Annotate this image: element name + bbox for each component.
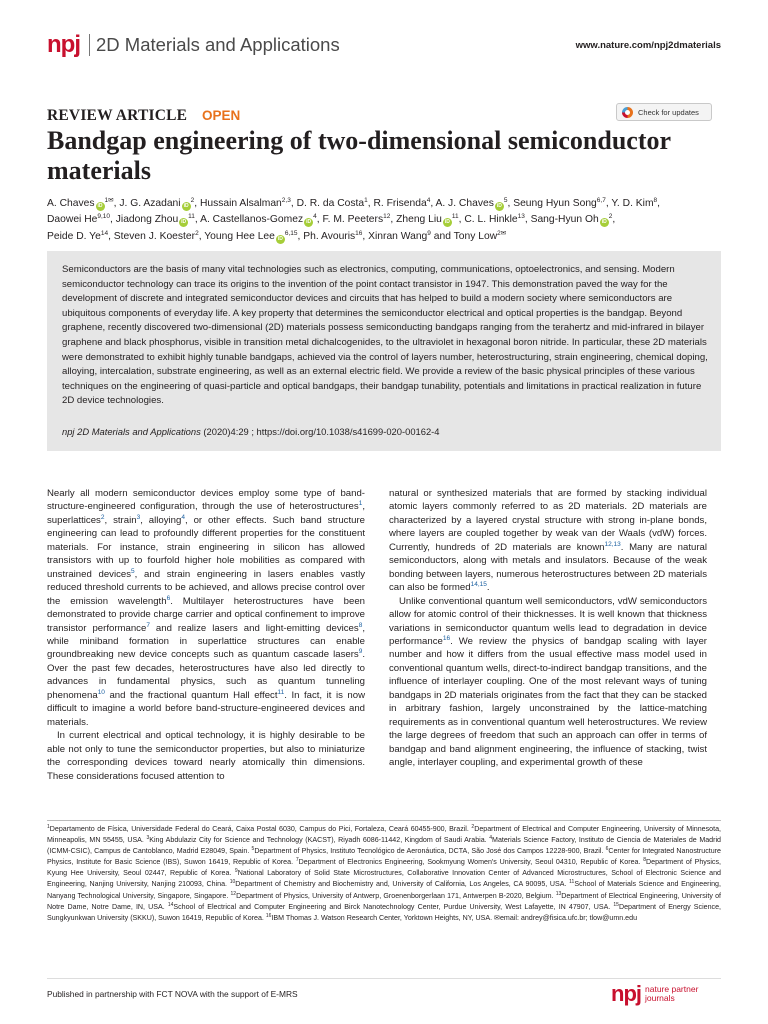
- reference-citation[interactable]: 5: [131, 567, 135, 575]
- journal-header: [47, 30, 721, 62]
- author-name[interactable]: A. Castellanos-Gomez: [200, 214, 304, 226]
- orcid-icon[interactable]: iD: [181, 219, 187, 226]
- author-name[interactable]: Y. D. Kim: [611, 198, 654, 209]
- author-affiliation-ref: 12: [383, 213, 391, 221]
- reference-citation[interactable]: 9: [358, 648, 363, 656]
- reference-citation[interactable]: 8: [358, 621, 363, 629]
- nature-partner-journals-logo[interactable]: [611, 983, 698, 1005]
- reference-citation[interactable]: 6: [166, 594, 171, 602]
- affiliation-number: 15: [613, 901, 619, 908]
- author-affiliation-ref: 2: [497, 229, 501, 237]
- author-name[interactable]: A. J. Chaves: [435, 198, 494, 209]
- body-column-right: [389, 487, 707, 770]
- body-paragraph: In current electrical and optical technology, it is highly desirable to be able not only to tune the semiconductor properties, but also to miniaturize the corresponding devices toward nearly atomically thin dimensions. These considerations focused attention to: [47, 730, 365, 782]
- affiliation-number: 8: [643, 857, 647, 864]
- crossmark-icon: [622, 107, 633, 118]
- author-name[interactable]: Ph. Avouris: [303, 230, 356, 242]
- reference-citation[interactable]: 16: [442, 634, 451, 642]
- author-name[interactable]: C. L. Hinkle: [464, 214, 518, 226]
- author-name[interactable]: Steven J. Koester: [113, 230, 196, 242]
- body-paragraph: natural or synthesized materials that are formed by stacking individual atomic layers commonly referred to as 2D materials. 2D materials are characterized by a layered crystal structure with strong in-plane bonds, where layers are coupled together by weak van der Waals (vdW) forces. Currently, hundreds of 2D materials are known$^{12,13}$. Many are natural semiconductors, along with metals and insulators. Because of the weak bonding between layers, numerous heterostructures between 2D materials can also be formed$^{14,15}$.: [389, 488, 707, 594]
- author-affiliation-ref: 16: [355, 229, 363, 237]
- author-name[interactable]: Sang-Hyun Oh: [530, 214, 599, 226]
- author-affiliation-ref: 11: [188, 213, 195, 221]
- affiliation-number: 11: [569, 879, 575, 886]
- reference-citation[interactable]: 14,15: [470, 581, 487, 589]
- reference-citation[interactable]: 12,13: [604, 540, 621, 548]
- author-affiliation-ref: 9: [427, 229, 431, 237]
- affiliation-number: 3: [146, 835, 150, 842]
- author-affiliation-ref: 14: [100, 229, 109, 237]
- author-name[interactable]: R. Frisenda: [373, 198, 427, 209]
- reference-citation[interactable]: 1: [358, 500, 363, 508]
- author-affiliation-ref: 2,3: [281, 197, 291, 204]
- affiliation-number: 9: [234, 868, 238, 875]
- title-line-1: Bandgap engineering of two-dimensional semiconductor: [47, 126, 672, 155]
- author-affiliation-ref: 13: [517, 213, 525, 221]
- author-name[interactable]: Jiadong Zhou: [115, 214, 179, 226]
- orcid-icon[interactable]: iD: [496, 203, 502, 209]
- citation-journal: npj 2D Materials and Applications: [62, 426, 201, 437]
- citation-line: [62, 426, 440, 437]
- orcid-icon[interactable]: iD: [97, 203, 103, 209]
- email-icon[interactable]: ✉: [108, 197, 114, 204]
- email-icon[interactable]: ✉: [500, 229, 507, 237]
- reference-citation[interactable]: 2: [100, 513, 105, 521]
- abstract-text: Semiconductors are the basis of many vital technologies such as electronics, computing, communications, optoelectronics, and sensing. Modern semiconductor technology can trace its origins to the invention of the point contact transistor in 1947. This demonstration paved the way for the development of discrete and integrated semiconductor devices and circuits that has helped to build a modern society where semiconductors are ubiquitous components of everyday life. A key property that determines the semiconductor electrical and optical properties is the bandgap. Beyond graphene, recently discovered two-dimensional (2D) materials possess semiconducting bandgaps ranging from the terahertz and mid-infrared in bilayer graphene and black phosphorus, visible in transition metal dichalcogenides, to the ultraviolet in hexagonal boron nitride. In particular, these 2D materials were demonstrated to exhibit highly tunable bandgaps, achieved via the control of layers number, heterostructuring, strain engineering, chemical doping, alloying, intercalation, substrate engineering, as well as an external electric field. We provide a review of the basic physical principles of these various techniques on the engineering of quasi-particle and optical bandgaps, their bandgap tunability, potentials and limitations in practical realization in future 2D device technologies.: [62, 264, 708, 407]
- affiliations-block: $^1$Departamento de Física, Universidade Federal do Ceará, Caixa Postal 6030, Campus do Pici, Fortaleza, Ceará 60455-900, Brazil. $^2$Department of Electrical and Computer Engineering, University of Minnesota, Minneapolis, MN 55455, USA. $^3$King Abdulaziz City for Science and Technology (KACST), Riyadh 6086-11442, Kingdom of Saudi Arabia. $^4$Materials Science Factory, Instituto de Ciencia de Materiales de Madrid (ICMM-CSIC), Campus de Cantoblanco, Madrid E28049, Spain. $^5$Department of Physics, Instituto Tecnológico de Aeronáutica, DCTA, São José dos Campos 12228-900, Brazil. $^6$Center for Integrated Nanostructure Physics, Institute for Basic Science (IBS), Suwon 16419, Republic of Korea. $^7$Department of Electronics Engineering, Sookmyung Women's University, Seoul 04310, Republic of Korea. $^8$Department of Physics, Kyung Hee University, Seoul 02447, Republic of Korea. $^9$National Laboratory of Solid State Microstructures, Collaborative Innovation Center of Advanced Microstructures, School of Electronic Science and Engineering, Nanjing University, Nanjing 210093, China. $^{10}$Department of Chemistry and Biochemistry and, University of California, Los Angeles, CA 90095, USA. $^{11}$School of Materials Science and Engineering, Nanyang Technological University, Singapore, Singapore. $^{12}$Department of Physics, University of Antwerp, Groenenborgerlaan 171, Antwerpen B-2020, Belgium. $^{13}$Department of Electrical Engineering, University of Notre Dame, Notre Dame, IN, USA. $^{14}$School of Electrical and Computer Engineering and Birck Nanotechnology Center, Purdue University, West Lafayette, IN 47907, USA. $^{15}$Department of Energy Science, Sungkyunkwan University (SKKU), Suwon 16419, Republic of Korea. $^{16}$IBM Thomas J. Watson Research Center, Yorktown Heights, NY, USA. ✉email: andrey@fisica.ufc.br; tlow@umn.edu: [47, 824, 722, 922]
- author-name[interactable]: J. G. Azadani: [119, 198, 181, 209]
- reference-citation[interactable]: 4: [181, 513, 185, 521]
- author-affiliation-ref: 9,10: [97, 213, 111, 221]
- footer-partnership-text: Published in partnership with FCT NOVA with the support of E-MRS: [47, 989, 298, 999]
- author-name[interactable]: Xinran Wang: [368, 230, 428, 242]
- author-name[interactable]: Zheng Liu: [396, 214, 442, 226]
- title-line-2: materials: [47, 156, 151, 185]
- author-affiliation-ref: 1: [364, 197, 368, 204]
- orcid-icon[interactable]: iD: [306, 219, 312, 226]
- reference-citation[interactable]: 7: [146, 621, 150, 629]
- npj-logo[interactable]: npj: [47, 31, 80, 58]
- footer-npj-logo: npj: [611, 981, 641, 1006]
- orcid-icon[interactable]: iD: [183, 203, 189, 209]
- affiliation-number: 5: [251, 846, 255, 853]
- author-affiliation-ref: 8: [653, 197, 658, 204]
- reference-citation[interactable]: 3: [136, 513, 141, 521]
- article-type-label: REVIEW ARTICLE: [47, 107, 188, 124]
- affiliation-number: 13: [555, 890, 562, 897]
- author-affiliation-ref: 2: [190, 197, 195, 204]
- affiliation-number: 6: [605, 846, 609, 853]
- affiliations-divider: [47, 820, 721, 821]
- orcid-icon[interactable]: iD: [277, 235, 283, 242]
- citation-doi-link[interactable]: (2020)4:29 ; https://doi.org/10.1038/s41699-020-00162-4: [200, 426, 440, 437]
- body-paragraph: Nearly all modern semiconductor devices employ some type of band-structure-engineered configuration, through the use of heterostructures$^1$, superlattices$^2$, strain$^3$, alloying$^4$, or other effects. Such band structure engineering can lead to profoundly different properties for the constituent materials. For instance, strain engineering in silicon has allowed transistors with up to fourfold higher hole mobilities as compared with unstrained devices$^5$, and strain engineering in lasers enables vastly reduced threshold currents to be achieved, and allows precise control over the emission wavelength$^6$. Multilayer heterostructures have been demonstrated to provide charge carrier and optical confinement to improve transistor performance$^7$ and realize lasers and light-emitting devices$^8$, while miniband formation in superlattice structures can enable groundbreaking new device concepts such as quantum cascade lasers$^9$. Over the past few decades, heterostructures have also led directly to advances in fundamental physics, such as quantum tunneling phenomena$^{10}$ and the fractional quantum Hall effect$^{11}$. In fact, it is now difficult to imagine a world before band-structure-engineered devices and materials.: [47, 488, 366, 728]
- header-divider: [89, 34, 90, 56]
- author-name[interactable]: Hussain Alsalman: [199, 198, 282, 209]
- open-access-label: OPEN: [202, 108, 241, 123]
- reference-citation[interactable]: 11: [277, 688, 285, 696]
- body-paragraph: Unlike conventional quantum well semiconductors, vdW semiconductors allow for atomic control of their thicknesses. It is well known that thickness variations in semiconductor quantum wells lead to degradation in device performance$^{16}$. We review the physics of bandgap scaling with layer number and how it differs from the usual effective mass model used in conventional quantum wells, direct-to-indirect bandgap transitions, and the influence of interlayer coupling. One of the most relevant ways of tuning bandgaps in 2D materials originates from the fact that they can be stacked in arbitrary fashion, largely unconstrained by the lattice-matching requirements as in conventional quantum well heterostructures. We review the large degrees of freedom that such an approach can offer in terms of bandgap and band alignment engineering, the influence of stacking, twist angle, interlayer coupling, and experimental growth of these: [389, 595, 707, 769]
- footer-partner-label: [645, 985, 698, 1002]
- affiliation-number: 7: [295, 857, 299, 864]
- author-name[interactable]: F. M. Peeters: [322, 214, 384, 226]
- author-affiliation-ref: 6,7: [596, 197, 606, 204]
- affiliation-number: 2: [471, 824, 475, 830]
- body-column-left: [47, 487, 365, 783]
- journal-name[interactable]: 2D Materials and Applications: [96, 34, 340, 55]
- affiliation-number: 16: [265, 912, 272, 919]
- abstract-box: [47, 251, 721, 451]
- author-affiliation-ref: 5: [503, 197, 508, 204]
- affiliation-number: 14: [167, 901, 174, 908]
- author-name[interactable]: D. R. da Costa: [296, 198, 365, 209]
- author-affiliation-ref: 2: [195, 229, 199, 237]
- author-affiliation-ref: 4: [426, 197, 431, 204]
- partner-line-2: journals: [645, 992, 675, 1003]
- author-name[interactable]: Seung Hyun Song: [513, 198, 597, 209]
- author-affiliation-ref: 6,15: [284, 229, 298, 237]
- footer-divider: [47, 978, 721, 979]
- author-affiliation-ref: 11: [451, 213, 459, 221]
- author-name[interactable]: Peide D. Ye: [47, 230, 101, 242]
- author-name[interactable]: Tony Low: [453, 230, 498, 242]
- reference-citation[interactable]: 10: [97, 688, 105, 696]
- orcid-icon[interactable]: iD: [444, 219, 450, 226]
- affiliation-number: 4: [489, 835, 493, 842]
- affiliation-number: 12: [230, 890, 237, 897]
- article-title: [47, 126, 727, 186]
- journal-url-link[interactable]: www.nature.com/npj2dmaterials: [575, 40, 721, 51]
- author-list: A. Chaves $iD^{1✉}$, J. G. Azadani $iD^2$, Hussain Alsalman$^{2,3}$, D. R. da Costa$^1$, R. Frisenda$^4$, A. J. Chaves $iD^5$, Seung Hyun Song$^{6,7}$, Y. D. Kim$^8$, Daowei He$^{9,10}$, Jiadong Zhou $iD^{11}$, A. Castellanos-Gomez $iD^4$, F. M. Peeters$^{12}$, Zheng Liu $iD^{11}$, C. L. Hinkle$^{13}$, Sang-Hyun Oh $iD^2$, Peide D. Ye$^{14}$, Steven J. Koester$^2$, Young Hee Lee iD$^{6,15}$, Ph. Avouris$^{16}$, Xinran Wang$^9$ and Tony Low$^{2✉}$: [47, 197, 661, 242]
- partner-line-1: nature partner: [645, 984, 699, 994]
- affiliation-number: 10: [229, 879, 236, 886]
- orcid-icon[interactable]: iD: [601, 219, 607, 226]
- author-affiliation-ref: 1: [104, 197, 109, 204]
- affiliation-number: 1: [47, 824, 50, 830]
- check-for-updates-button[interactable]: [616, 103, 712, 121]
- author-name[interactable]: Young Hee Lee: [204, 230, 275, 242]
- author-name[interactable]: Daowei He: [47, 214, 98, 226]
- author-affiliation-ref: 2: [608, 213, 613, 221]
- check-for-updates-label: Check for updates: [638, 107, 699, 117]
- author-name[interactable]: A. Chaves: [47, 198, 95, 209]
- author-affiliation-ref: 4: [313, 213, 317, 221]
